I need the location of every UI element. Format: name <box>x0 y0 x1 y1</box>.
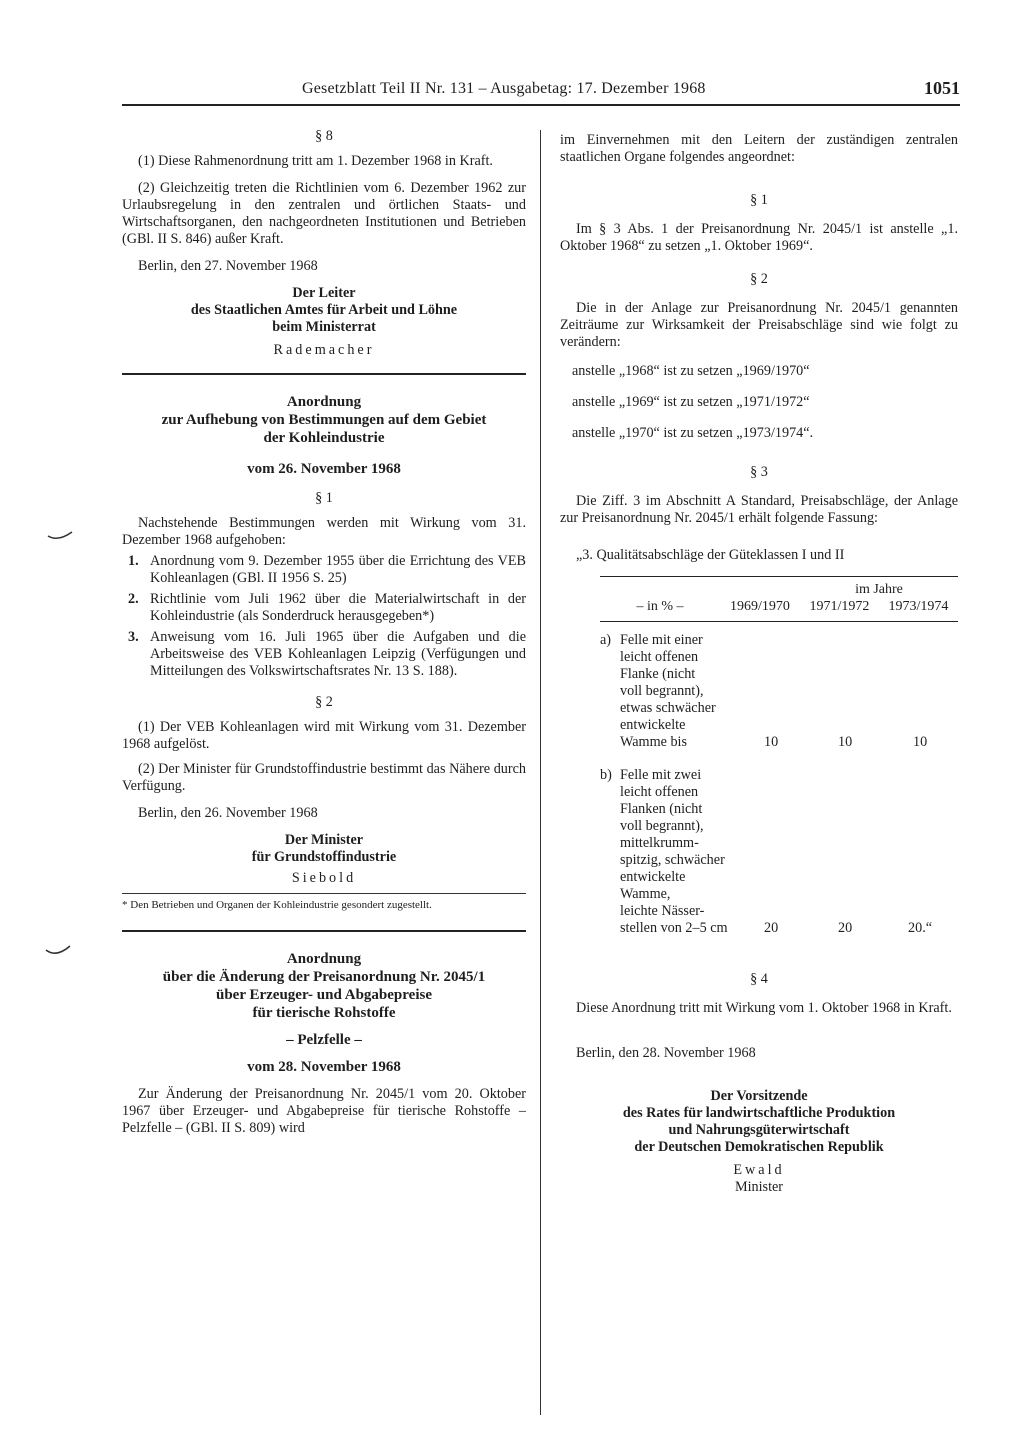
section-heading: § 4 <box>750 971 768 987</box>
quality-table <box>600 576 958 615</box>
row-description-line: etwas schwächer <box>620 700 716 716</box>
row-description-line: entwickelte <box>620 717 686 733</box>
row-description-line: entwickelte <box>620 869 686 885</box>
table-cell: 10 <box>838 734 853 750</box>
table-row <box>560 767 958 937</box>
table-header-rule <box>600 621 958 622</box>
signatory-office: und Nahrungsgüterwirtschaft <box>668 1122 850 1138</box>
order-title: über die Änderung der Preisanordnung Nr. 2045/1 <box>162 969 486 985</box>
section-8-paragraph-1: (1) Diese Rahmenordnung tritt am 1. Dezember 1968 in Kraft. <box>138 153 493 169</box>
section-paragraph: Die Ziff. 3 im Abschnitt A Standard, Preisabschläge, der Anlage zur Preisanordnung Nr. 2045/1 erhält folgende Fassung: <box>560 493 958 526</box>
row-description-line: leichte Nässer- <box>620 903 705 919</box>
list-item <box>122 591 526 625</box>
section-intro: Nachstehende Bestimmungen werden mit Wirkung vom 31. Dezember 1968 aufgehoben: <box>122 515 526 548</box>
page-number: 1051 <box>924 78 960 98</box>
signature-place-date: Berlin, den 26. November 1968 <box>138 805 318 821</box>
order-title: für tierische Rohstoffe <box>252 1005 396 1021</box>
section-heading: § 1 <box>315 490 333 506</box>
repealed-provisions-list <box>122 553 526 680</box>
row-label: a) <box>600 632 612 648</box>
right-column <box>560 132 958 1196</box>
signatory-title: Der Leiter <box>292 285 356 301</box>
order-title: Anordnung <box>286 951 362 967</box>
signatory-role: Minister <box>734 1179 784 1195</box>
margin-check-mark-icon <box>44 944 74 958</box>
list-item <box>122 629 526 680</box>
column-group-header: im Jahre <box>855 582 903 597</box>
signatory-name: Ewald <box>733 1162 785 1178</box>
signature-place-date: Berlin, den 27. November 1968 <box>138 258 318 274</box>
row-description-line: leicht offenen <box>620 649 699 665</box>
order-subtitle: – Pelzfelle – <box>286 1032 362 1048</box>
row-description-line: Felle mit zwei <box>620 767 702 783</box>
section-heading: § 2 <box>750 271 768 287</box>
column-header: 1973/1974 <box>888 599 949 614</box>
row-description-line: Felle mit einer <box>620 632 703 648</box>
replacement-line: anstelle „1968“ ist zu setzen „1969/1970“ <box>572 363 810 379</box>
list-item-text: Richtlinie vom Juli 1962 über die Materialwirtschaft in der Kohleindustrie (als Sonderdruck herausgegeben*) <box>150 591 526 624</box>
table-caption: „3. Qualitätsabschläge der Güteklassen I und II <box>576 547 845 563</box>
section-8-paragraph-2: (2) Gleichzeitig treten die Richtlinien vom 6. Dezember 1962 zur Urlaubsregelung in den zentralen und örtlichen Staats- und Wirtschaftsorganen, den nachgeordneten Institutionen und Betrieben (GBl. II S. 846) außer Kraft. <box>122 180 526 247</box>
signatory-title: Der Vorsitzende <box>710 1088 808 1104</box>
section-separator <box>122 373 526 375</box>
replacement-line: anstelle „1969“ ist zu setzen „1971/1972“ <box>572 394 810 410</box>
list-item-number: 3. <box>128 629 139 645</box>
left-column <box>122 128 526 1137</box>
section-paragraph: (2) Der Minister für Grundstoffindustrie bestimmt das Nähere durch Verfügung. <box>122 761 526 794</box>
footnote: * Den Betrieben und Organen der Kohleindustrie gesondert zugestellt. <box>122 899 432 911</box>
order-title: über Erzeuger- und Abgabepreise <box>216 987 432 1003</box>
table-cell: 20 <box>764 920 779 936</box>
list-item-number: 2. <box>128 591 139 607</box>
intro-continuation: im Einvernehmen mit den Leitern der zuständigen zentralen staatlichen Organe folgendes angeordnet: <box>560 132 958 165</box>
table-cell: 10 <box>764 734 779 750</box>
row-description-line: leicht offenen <box>620 784 699 800</box>
order-title: Anordnung <box>286 394 362 410</box>
replacement-line: anstelle „1970“ ist zu setzen „1973/1974“. <box>572 425 814 441</box>
unit-header: – in % – <box>636 599 684 614</box>
margin-check-mark-icon <box>46 528 76 542</box>
signatory-office: beim Ministerrat <box>272 319 376 335</box>
column-header: 1969/1970 <box>730 599 790 614</box>
section-heading: § 3 <box>750 464 768 480</box>
row-description-line: Flanken (nicht <box>620 801 703 817</box>
signatory-name: Siebold <box>291 870 357 886</box>
row-description-line: Wamme, <box>620 886 671 902</box>
table-row <box>560 632 958 751</box>
column-divider <box>540 130 541 1415</box>
row-description-line: mittelkrumm- <box>620 835 699 851</box>
row-description-line: spitzig, schwächer <box>620 852 725 868</box>
list-item <box>122 553 526 587</box>
signatory-office: für Grundstoffindustrie <box>251 849 397 865</box>
column-header: 1971/1972 <box>809 599 870 614</box>
row-description <box>620 632 760 751</box>
section-paragraph: (1) Der VEB Kohleanlagen wird mit Wirkung vom 31. Dezember 1968 aufgelöst. <box>122 719 526 752</box>
order-date: vom 28. November 1968 <box>247 1059 401 1075</box>
section-8-heading: § 8 <box>315 128 333 144</box>
table-cell: 20.“ <box>908 920 933 936</box>
page-header <box>122 76 960 106</box>
footnote-separator <box>122 893 526 894</box>
signatory-name: Rademacher <box>273 342 375 358</box>
row-description-line: Wamme bis <box>620 734 688 750</box>
row-description-line: stellen von 2–5 cm <box>620 920 728 936</box>
signatory-office: des Rates für landwirtschaftliche Produktion <box>622 1105 896 1121</box>
list-item-text: Anordnung vom 9. Dezember 1955 über die Errichtung des VEB Kohleanlagen (GBl. II 1956 S. 25) <box>150 553 526 586</box>
signatory-title: Der Minister <box>284 832 364 848</box>
row-description <box>620 767 770 937</box>
row-description-line: voll begrannt), <box>620 683 704 699</box>
section-paragraph: Die in der Anlage zur Preisanordnung Nr. 2045/1 genannten Zeiträume zur Wirksamkeit der Preisabschläge sind wie folgt zu verändern: <box>560 300 958 350</box>
signatory-office: des Staatlichen Amtes für Arbeit und Löhne <box>190 302 458 318</box>
section-heading: § 2 <box>315 694 333 710</box>
signatory-office: der Deutschen Demokratischen Republik <box>634 1139 884 1155</box>
order-intro: Zur Änderung der Preisanordnung Nr. 2045/1 vom 20. Oktober 1967 über Erzeuger- und Abgabepreise für tierische Rohstoffe – Pelzfelle – (GBl. II S. 809) wird <box>122 1086 526 1136</box>
table-cell: 10 <box>913 734 928 750</box>
table-cell: 20 <box>838 920 853 936</box>
section-paragraph: Im § 3 Abs. 1 der Preisanordnung Nr. 2045/1 ist anstelle „1. Oktober 1968“ zu setzen „1. Oktober 1969“. <box>560 221 958 254</box>
order-date: vom 26. November 1968 <box>247 461 401 477</box>
signature-place-date: Berlin, den 28. November 1968 <box>576 1045 756 1061</box>
row-label: b) <box>600 767 612 783</box>
list-item-number: 1. <box>128 553 139 569</box>
header-title: Gesetzblatt Teil II Nr. 131 – Ausgabetag: 17. Dezember 1968 <box>302 80 706 97</box>
row-description-line: Flanke (nicht <box>620 666 696 682</box>
row-description-line: voll begrannt), <box>620 818 704 834</box>
order-title: der Kohleindustrie <box>263 430 385 446</box>
quality-table-grid <box>600 577 958 615</box>
order-title: zur Aufhebung von Bestimmungen auf dem Gebiet <box>161 412 487 428</box>
section-heading: § 1 <box>750 192 768 208</box>
section-separator <box>122 930 526 932</box>
section-paragraph: Diese Anordnung tritt mit Wirkung vom 1. Oktober 1968 in Kraft. <box>576 1000 952 1016</box>
list-item-text: Anweisung vom 16. Juli 1965 über die Aufgaben und die Arbeitsweise des VEB Kohleanlagen Leipzig (Verfügungen und Mitteilungen des Volkswirtschaftsrates Nr. 13 S. 188). <box>150 629 526 679</box>
